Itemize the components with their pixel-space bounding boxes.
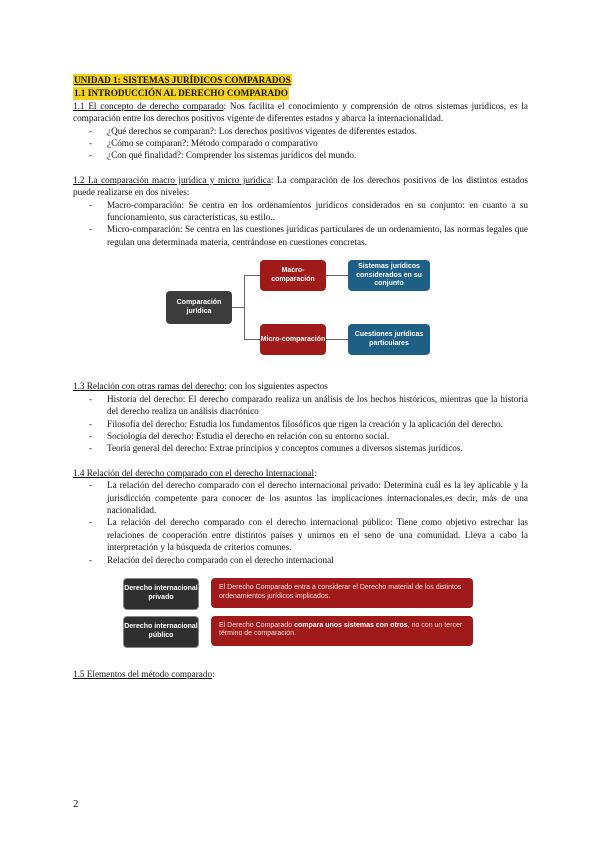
list-1-2 [73, 199, 528, 249]
section-heading: 1.1 INTRODUCCIÓN AL DERECHO COMPARADO [74, 88, 288, 99]
list-item: - Historia del derecho: El derecho comparado realiza un análisis de los hechos históricos, mientras que la historia del derecho realiza un análisis diacrónico [107, 393, 528, 418]
list-item: - Teoría general del derecho: Extrae principios y conceptos comunes a diversos sistemas jurídicos. [107, 442, 528, 454]
page-number: 2 [73, 798, 79, 810]
paragraph-1-4 [73, 467, 528, 479]
list-item: - Sociología del derecho: Estudia el derecho en relación con su entorno social. [107, 430, 528, 442]
section-1-2-title: 1.2 La comparación macro jurídica y micro jurídica [73, 174, 271, 185]
paragraph-1-5 [73, 668, 528, 680]
micro-desc-box: Cuestiones jurídicas particulares [348, 324, 430, 355]
section-1-5-title: 1.5 Elementos del método comparado [73, 668, 213, 679]
connector [326, 275, 348, 276]
list-item: - La relación del derecho comparado con el derecho internacional privado: Determina cuál es la ley aplicable y la jurisdicción competente para conocer de los asuntos las implicaciones internacionales,es decir, más de una nacionalidad. [107, 479, 528, 516]
public-law-desc-a: El Derecho Comparado [219, 621, 295, 629]
connector [244, 275, 260, 276]
list-item: - Macro-comparación: Se centra en los ordenamientos jurídicos considerados en su conjunto: en cuanto a su funcionamiento, sus características, su estilo.. [107, 199, 528, 224]
macro-desc-box: Sistemas jurídicos considerados en su conjunto [348, 260, 430, 291]
section-1-4-text: : [314, 467, 317, 478]
section-1-1-title: 1.1 El concepto de derecho comparado [73, 100, 224, 111]
list-1-4 [73, 479, 528, 566]
connector [244, 275, 245, 339]
section-1-3-title: 1.3 Relación con otras ramas del derecho [73, 381, 225, 392]
list-item: - Micro-comparación: Se centra en las cuestiones jurídicas particulares de un ordenamiento, las normas legales que regulan una determinada materia, centrándose en cuestiones concretas. [107, 223, 528, 248]
connector [244, 339, 260, 340]
section-1-4-title: 1.4 Relación del derecho comparado con el derecho Internacional [73, 467, 315, 478]
section-1-2-text: : La comparación de los derechos positivos de los distintos estados puede realizarse en dos niveles: [73, 174, 528, 198]
list-1-3 [73, 393, 528, 455]
list-item: - Filosofía del derecho: Estudia los fundamentos filosóficos que rigen la creación y la aplicación del derecho. [107, 418, 528, 430]
section-1-3-text: : con los siguientes aspectos [224, 381, 328, 392]
unit-heading: UNIDAD 1: SISTEMAS JURÍDICOS COMPARADOS [74, 75, 291, 85]
section-1-5-text: : [212, 668, 215, 679]
document-page [73, 74, 528, 680]
connector [326, 339, 348, 340]
list-item: - La relación del derecho comparado con el derecho internacional público: Tiene como objetivo estrechar las relaciones de cooperación entre distintos países y unirnos en el seno de una comunidad. Lleva a cabo la interpretación y la búsqueda de criterios comunes. [107, 516, 528, 553]
public-law-desc-bold: compara unos sistemas con otros [294, 621, 408, 629]
public-law-label: Derecho internacional público [123, 616, 199, 648]
public-law-desc [211, 616, 473, 646]
comparison-diagram [73, 260, 528, 356]
private-law-label: Derecho internacional privado [123, 578, 199, 610]
diagram-root-box: Comparación jurídica [166, 291, 232, 324]
list-item: - Relación del derecho comparado con el derecho internacional [107, 554, 528, 566]
macro-box: Macro-comparación [260, 260, 326, 291]
list-1-1 [73, 125, 528, 162]
international-law-diagram [73, 578, 528, 648]
paragraph-1-2 [73, 174, 528, 199]
public-law-desc-b: , no con un tercer término de comparación. [219, 621, 463, 638]
list-item: - ¿Con qué finalidad?: Comprender los sistemas jurídicos del mundo. [107, 149, 528, 161]
paragraph-1-3 [73, 380, 528, 392]
paragraph-1-1 [73, 100, 528, 125]
micro-box: Micro-comparación [260, 324, 326, 355]
list-item: - ¿Qué derechos se comparan?: Los derechos positivos vigentes de diferentes estados. [107, 125, 528, 137]
private-law-desc: El Derecho Comparado entra a considerar el Derecho material de los distintos ordenamientos jurídicos implicados. [211, 578, 473, 608]
section-1-1-text: : Nos facilita el conocimiento y comprensión de otros sistemas jurídicos, es la comparación entre los derechos positivos vigente de diferentes estados y abarca la internacionalidad. [73, 100, 529, 124]
list-item: - ¿Cómo se comparan?: Método comparado o comparativo [107, 137, 528, 149]
connector [232, 307, 244, 308]
